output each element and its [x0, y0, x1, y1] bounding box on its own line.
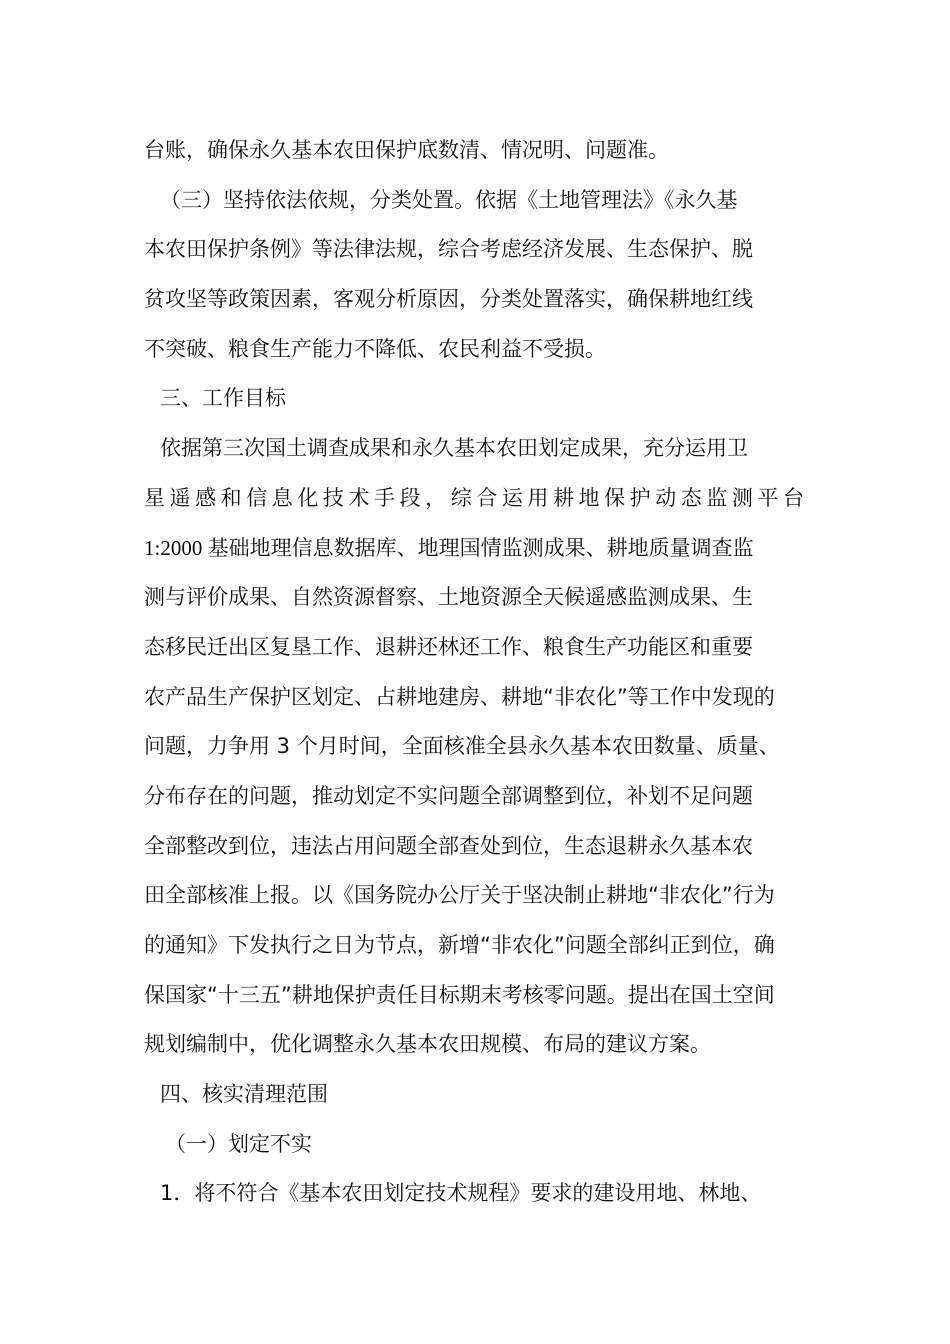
paragraph-line: 测与评价成果、自然资源督察、土地资源全天候遥感监测成果、生	[144, 585, 753, 610]
paragraph-line: 星遥感和信息化技术手段，综合运用耕地保护动态监测平台	[144, 485, 804, 510]
paragraph-line: 的通知》下发执行之日为节点，新增“非农化”问题全部纠正到位，确	[144, 933, 775, 957]
paragraph-line: 规划编制中，优化调整永久基本农田规模、布局的建议方案。	[144, 1032, 711, 1057]
paragraph-line: 田全部核准上报。以《国务院办公厅关于坚决制止耕地“非农化”行为	[144, 883, 775, 908]
paragraph-line: 1:2000 基础地理信息数据库、地理国情监测成果、耕地质量调查监	[144, 535, 754, 560]
paragraph-line: （三）坚持依法依规，分类处置。依据《土地管理法》《永久基	[160, 187, 738, 212]
document-body	[144, 126, 824, 1219]
paragraph-line: 保国家“十三五”耕地保护责任目标期末考核零问题。提出在国土空间	[144, 982, 775, 1007]
subsection-heading: （一）划定不实	[165, 1131, 312, 1156]
paragraph-line: 本农田保护条例》等法律法规，综合考虑经济发展、生态保护、脱	[144, 237, 753, 262]
paragraph-line: 分布存在的问题，推动划定不实问题全部调整到位，补划不足问题	[144, 783, 753, 808]
list-item: 1．将不符合《基本农田划定技术规程》要求的建设用地、林地、	[160, 1181, 762, 1206]
paragraph-line: 不突破、粮食生产能力不降低、农民利益不受损。	[144, 336, 606, 361]
paragraph-line: 态移民迁出区复垦工作、退耕还林还工作、粮食生产功能区和重要	[144, 634, 753, 659]
paragraph-line: 贫攻坚等政策因素，客观分析原因，分类处置落实，确保耕地红线	[144, 287, 753, 312]
paragraph-line: 依据第三次国土调查成果和永久基本农田划定成果，充分运用卫	[160, 436, 748, 461]
paragraph-line: 台账，确保永久基本农田保护底数清、情况明、问题准。	[144, 138, 669, 162]
section-heading: 四、核实清理范围	[160, 1082, 328, 1107]
paragraph-line: 全部整改到位，违法占用问题全部查处到位，生态退耕永久基本农	[144, 833, 753, 858]
paragraph-line: 农产品生产保护区划定、占耕地建房、耕地“非农化”等工作中发现的	[144, 684, 775, 709]
paragraph-line: 问题，力争用 3 个月时间，全面核准全县永久基本农田数量、质量、	[144, 734, 780, 759]
section-heading: 三、工作目标	[160, 386, 286, 411]
